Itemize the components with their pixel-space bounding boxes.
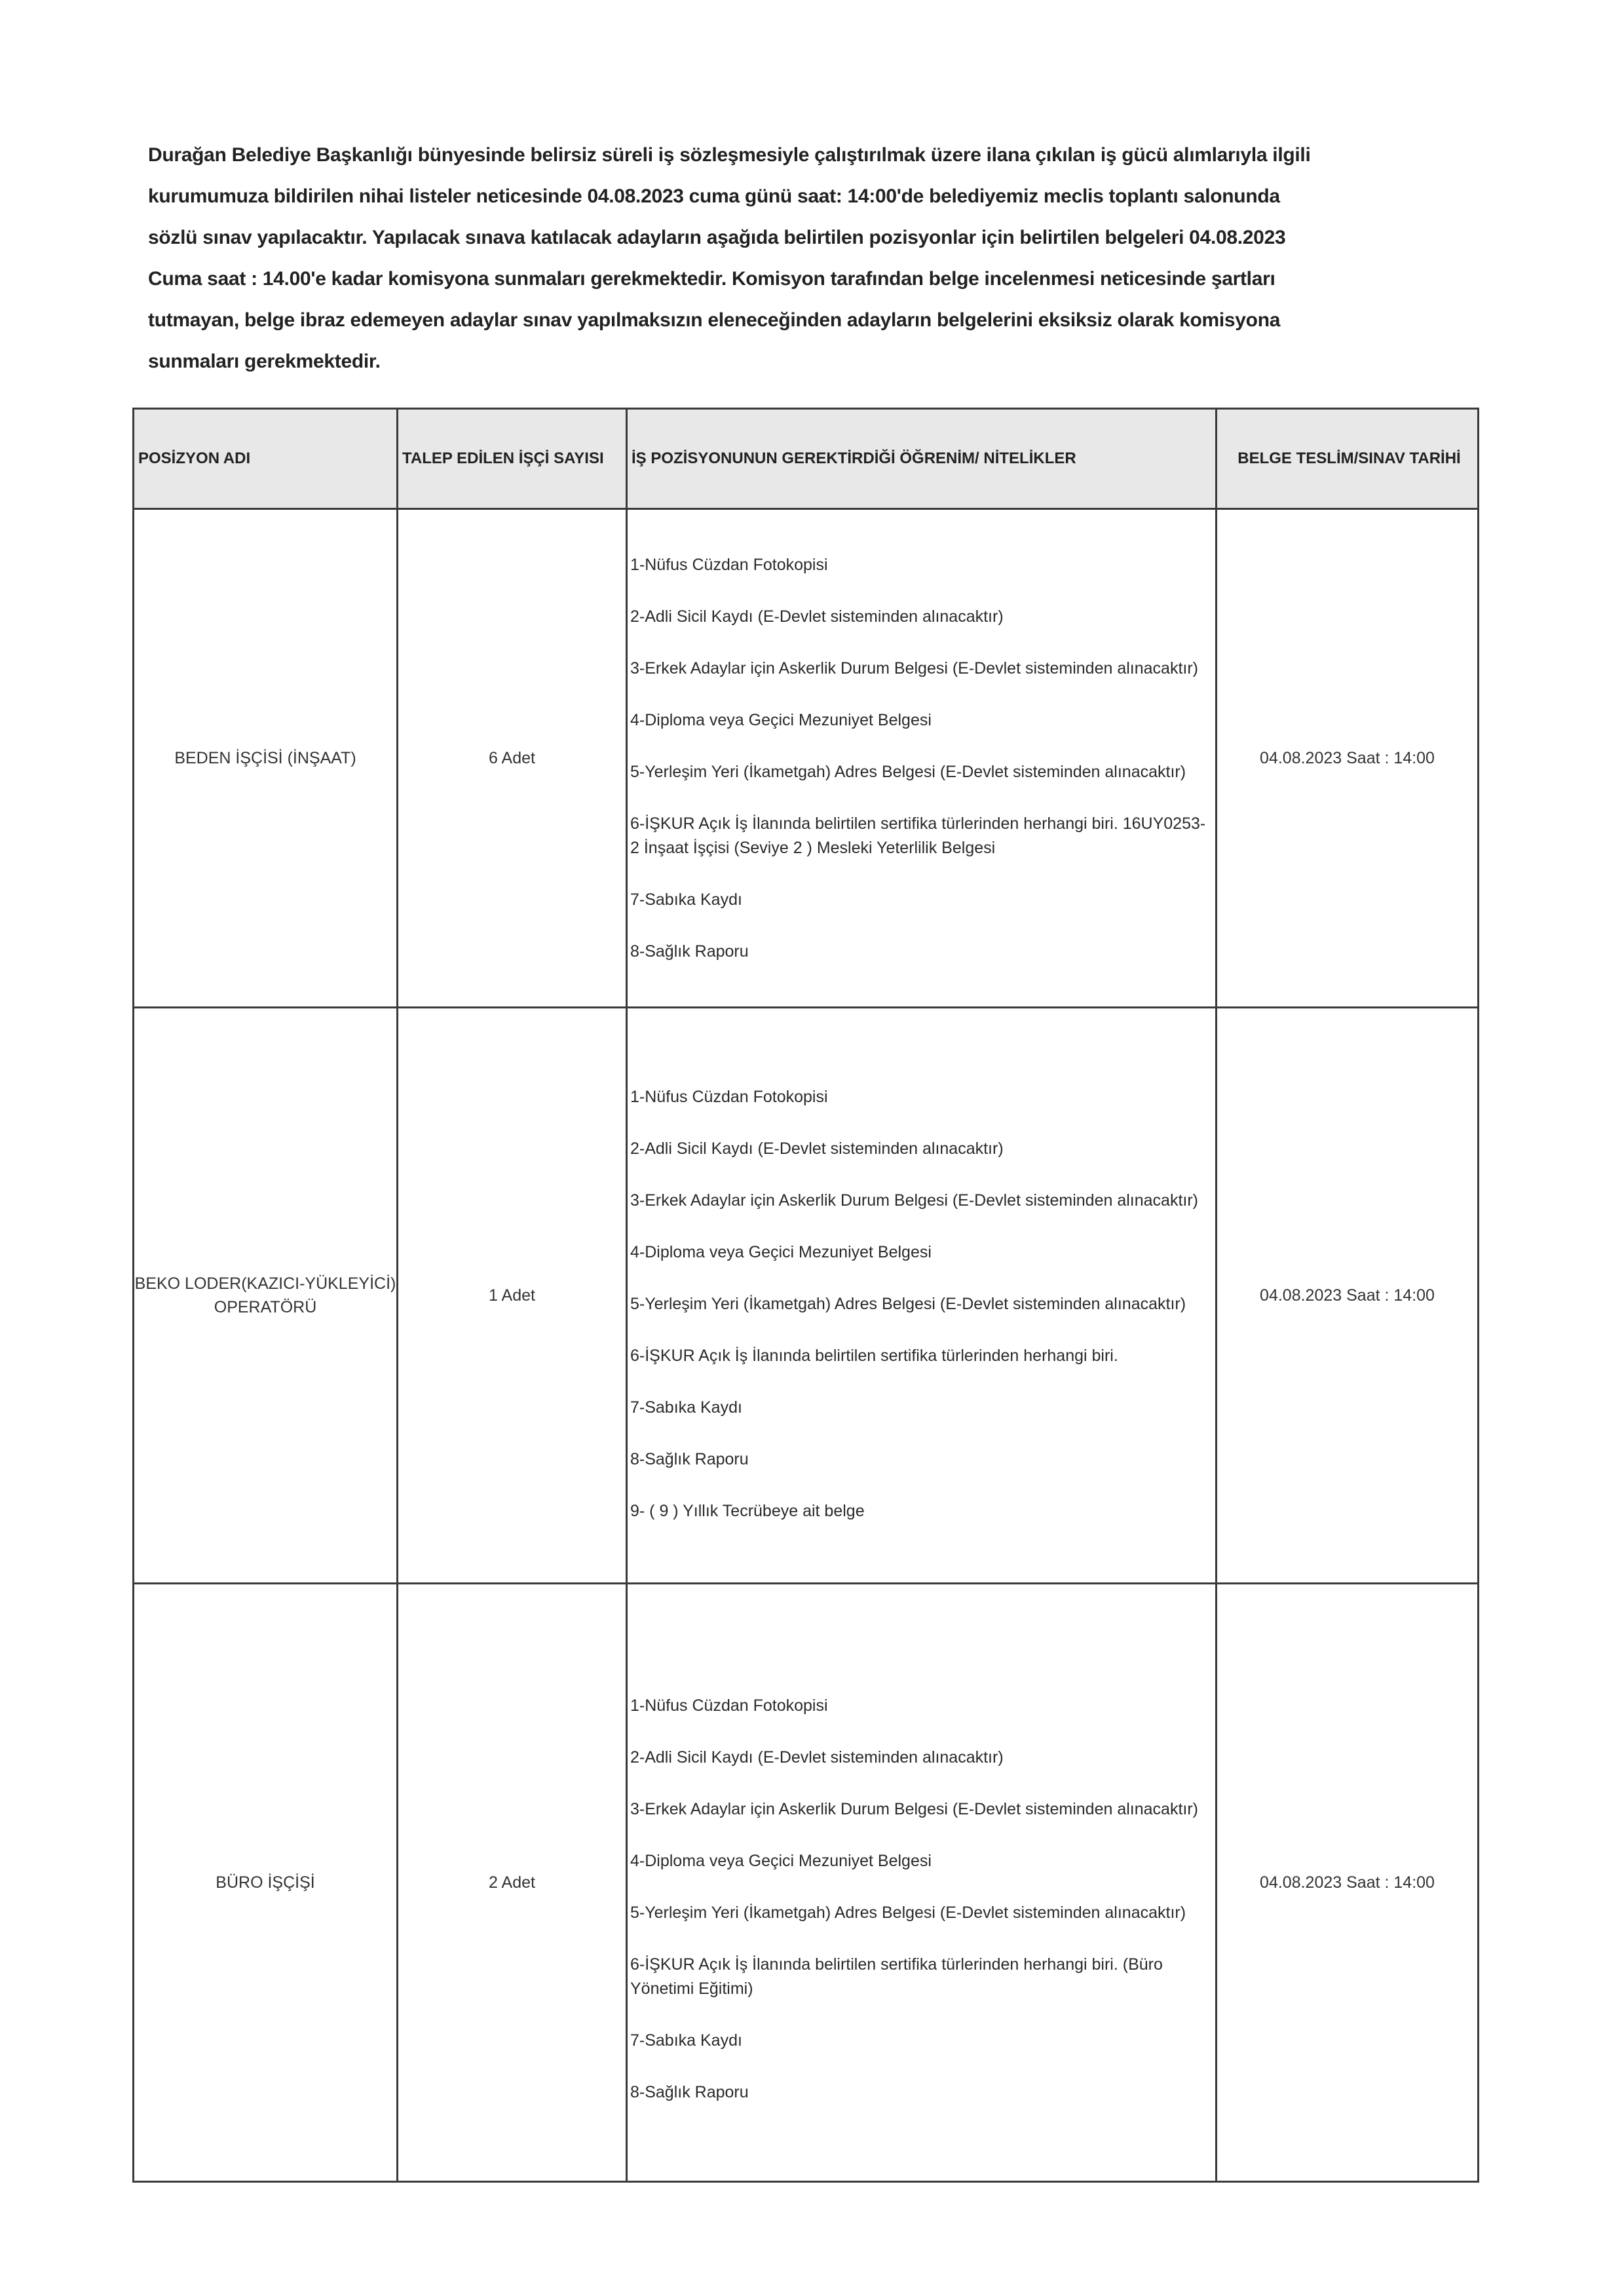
requirement-item: 2-Adli Sicil Kaydı (E-Devlet sisteminden alınacaktır)	[630, 1139, 1004, 1158]
announcement-line: Durağan Belediye Başkanlığı bünyesinde belirsiz süreli iş sözleşmesiyle çalıştırılmak üzere ilana çıkılan iş gücü alımlarıyla ilgili	[148, 144, 1311, 166]
requirement-item: 4-Diploma veya Geçici Mezuniyet Belgesi	[630, 710, 932, 729]
requirement-item: 5-Yerleşim Yeri (İkametgah) Adres Belgesi (E-Devlet sisteminden alınacaktır)	[630, 1903, 1186, 1922]
requirement-item: 5-Yerleşim Yeri (İkametgah) Adres Belgesi (E-Devlet sisteminden alınacaktır)	[630, 762, 1186, 781]
requirement-item: 7-Sabıka Kaydı	[630, 2031, 742, 2050]
requirement-item: 3-Erkek Adaylar için Askerlik Durum Belgesi (E-Devlet sisteminden alınacaktır)	[630, 1799, 1198, 1818]
position-name-cell: BEDEN İŞÇİSİ (İNŞAAT)	[134, 509, 398, 1008]
requirement-item: 3-Erkek Adaylar için Askerlik Durum Belgesi (E-Devlet sisteminden alınacaktır)	[630, 659, 1198, 678]
table-row	[134, 1008, 1479, 1584]
requirements-cell	[627, 1584, 1217, 2182]
submission-date-cell: 04.08.2023 Saat : 14:00	[1217, 1008, 1479, 1584]
announcement-line: sunmaları gerekmektedir.	[148, 351, 381, 372]
announcement-line: kurumumuza bildirilen nihai listeler neticesinde 04.08.2023 cuma günü saat: 14:00'de belediyemiz meclis toplantı salonunda	[148, 185, 1280, 207]
requirement-item: 1-Nüfus Cüzdan Fotokopisi	[630, 555, 828, 574]
requirement-item: 6-İŞKUR Açık İş İlanında belirtilen sertifika türlerinden herhangi biri. (Büro Yönetimi Eğitimi)	[630, 1955, 1163, 1998]
table-header-row	[134, 409, 1479, 509]
requirement-item: 1-Nüfus Cüzdan Fotokopisi	[630, 1087, 828, 1106]
positions-table	[132, 408, 1479, 2183]
requirements-cell	[627, 1008, 1217, 1584]
requirements-cell	[627, 509, 1217, 1008]
announcement-paragraph	[148, 134, 1465, 382]
announcement-line: tutmayan, belge ibraz edemeyen adaylar sınav yapılmaksızın eleneceğinden adayların belgelerini eksiksiz olarak komisyona	[148, 309, 1281, 331]
worker-count-cell: 2 Adet	[398, 1584, 627, 2182]
requirement-item: 8-Sağlık Raporu	[630, 942, 749, 961]
position-name-cell: BÜRO İŞÇİŞİ	[134, 1584, 398, 2182]
requirement-item: 4-Diploma veya Geçici Mezuniyet Belgesi	[630, 1242, 932, 1261]
requirement-item: 9- ( 9 ) Yıllık Tecrübeye ait belge	[630, 1501, 865, 1520]
header-submission-date: BELGE TESLİM/SINAV TARİHİ	[1217, 409, 1479, 509]
submission-date-cell: 04.08.2023 Saat : 14:00	[1217, 1584, 1479, 2182]
table-row	[134, 1584, 1479, 2182]
table-row	[134, 509, 1479, 1008]
requirement-item: 6-İŞKUR Açık İş İlanında belirtilen sertifika türlerinden herhangi biri. 16UY0253-2 İnşaat İşçisi (Seviye 2 ) Mesleki Yeterlilik Belgesi	[630, 814, 1206, 857]
announcement-line: Cuma saat : 14.00'e kadar komisyona sunmaları gerekmektedir. Komisyon tarafından belge incelenmesi neticesinde şartları	[148, 268, 1275, 290]
requirement-item: 6-İŞKUR Açık İş İlanında belirtilen sertifika türlerinden herhangi biri.	[630, 1346, 1118, 1365]
requirement-item: 2-Adli Sicil Kaydı (E-Devlet sisteminden alınacaktır)	[630, 607, 1004, 626]
worker-count-cell: 1 Adet	[398, 1008, 627, 1584]
requirement-item: 3-Erkek Adaylar için Askerlik Durum Belgesi (E-Devlet sisteminden alınacaktır)	[630, 1191, 1198, 1210]
requirement-item: 1-Nüfus Cüzdan Fotokopisi	[630, 1696, 828, 1715]
announcement-line: sözlü sınav yapılacaktır. Yapılacak sınava katılacak adayların aşağıda belirtilen pozisyonlar için belirtilen belgeleri 04.08.2023	[148, 227, 1286, 248]
requirement-item: 5-Yerleşim Yeri (İkametgah) Adres Belgesi (E-Devlet sisteminden alınacaktır)	[630, 1294, 1186, 1313]
header-requirements: İŞ POZİSYONUNUN GEREKTİRDİĞİ ÖĞRENİM/ NİTELİKLER	[627, 409, 1217, 509]
header-position-name: POSİZYON ADI	[134, 409, 398, 509]
requirement-item: 8-Sağlık Raporu	[630, 2082, 749, 2101]
requirement-item: 7-Sabıka Kaydı	[630, 1398, 742, 1417]
position-name-cell: BEKO LODER(KAZICI-YÜKLEYİCİ) OPERATÖRÜ	[134, 1008, 398, 1584]
requirement-item: 7-Sabıka Kaydı	[630, 890, 742, 909]
requirement-item: 8-Sağlık Raporu	[630, 1449, 749, 1468]
worker-count-cell: 6 Adet	[398, 509, 627, 1008]
submission-date-cell: 04.08.2023 Saat : 14:00	[1217, 509, 1479, 1008]
header-worker-count: TALEP EDİLEN İŞÇİ SAYISI	[398, 409, 627, 509]
requirement-item: 4-Diploma veya Geçici Mezuniyet Belgesi	[630, 1851, 932, 1870]
requirement-item: 2-Adli Sicil Kaydı (E-Devlet sisteminden alınacaktır)	[630, 1748, 1004, 1767]
